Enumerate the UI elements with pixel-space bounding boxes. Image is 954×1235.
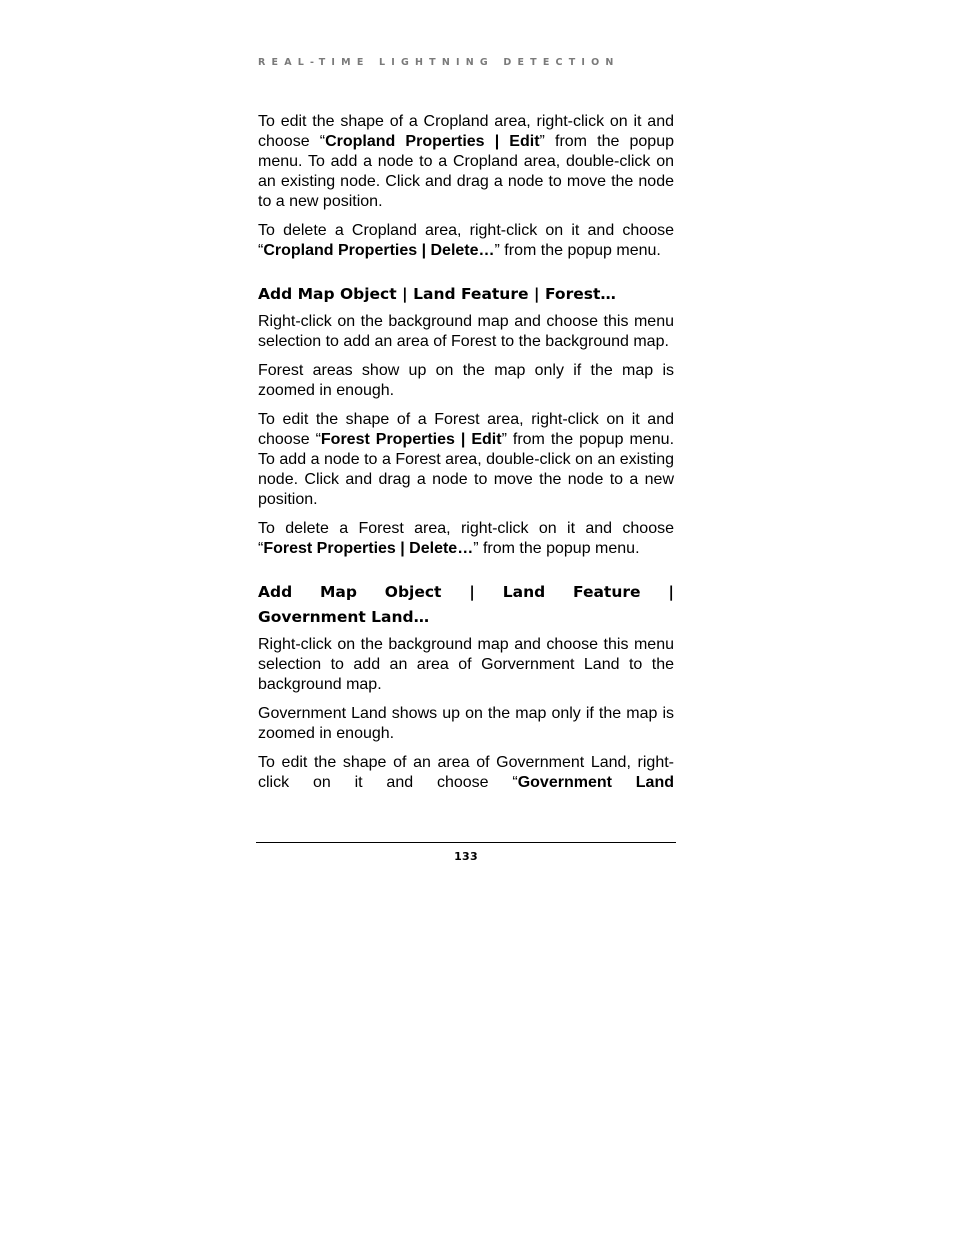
page-body [258, 112, 674, 802]
government-heading [258, 580, 674, 630]
forest-edit-paragraph: To edit the shape of a Forest area, right-click on it and choose “Forest Properties | Edit” from the popup menu. To add a node to a Forest area, double-click on an existing node. Click and drag a node to move the node to a new position. [258, 411, 675, 508]
forest-intro-paragraph: Right-click on the background map and choose this menu selection to add an area of Forest to the background map. [258, 313, 674, 350]
forest-heading: Add Map Object | Land Feature | Forest… [258, 285, 616, 303]
government-zoom-paragraph: Government Land shows up on the map only if the map is zoomed in enough. [258, 705, 674, 742]
cropland-delete-paragraph: To delete a Cropland area, right-click on it and choose “Cropland Properties | Delete…” from the popup menu. [258, 222, 674, 259]
government-edit-paragraph: To edit the shape of an area of Government Land, right-click on it and choose “Government Land [258, 754, 674, 791]
government-heading-line1: Add Map Object | Land Feature | [258, 583, 674, 601]
cropland-edit-paragraph: To edit the shape of a Cropland area, right-click on it and choose “Cropland Properties | Edit” from the popup menu. To add a node to a Cropland area, double-click on an existing node. Click and drag a node to move the node to a new position. [258, 113, 674, 210]
forest-zoom-paragraph: Forest areas show up on the map only if the map is zoomed in enough. [258, 362, 674, 399]
running-head: REAL-TIME LIGHTNING DETECTION [258, 57, 620, 68]
forest-delete-paragraph: To delete a Forest area, right-click on it and choose “Forest Properties | Delete…” from the popup menu. [258, 520, 674, 557]
government-intro-paragraph: Right-click on the background map and choose this menu selection to add an area of Gorvernment Land to the background map. [258, 636, 674, 693]
page-number: 133 [454, 850, 478, 863]
footer-rule [256, 842, 676, 843]
government-heading-line2: Government Land… [258, 608, 430, 626]
